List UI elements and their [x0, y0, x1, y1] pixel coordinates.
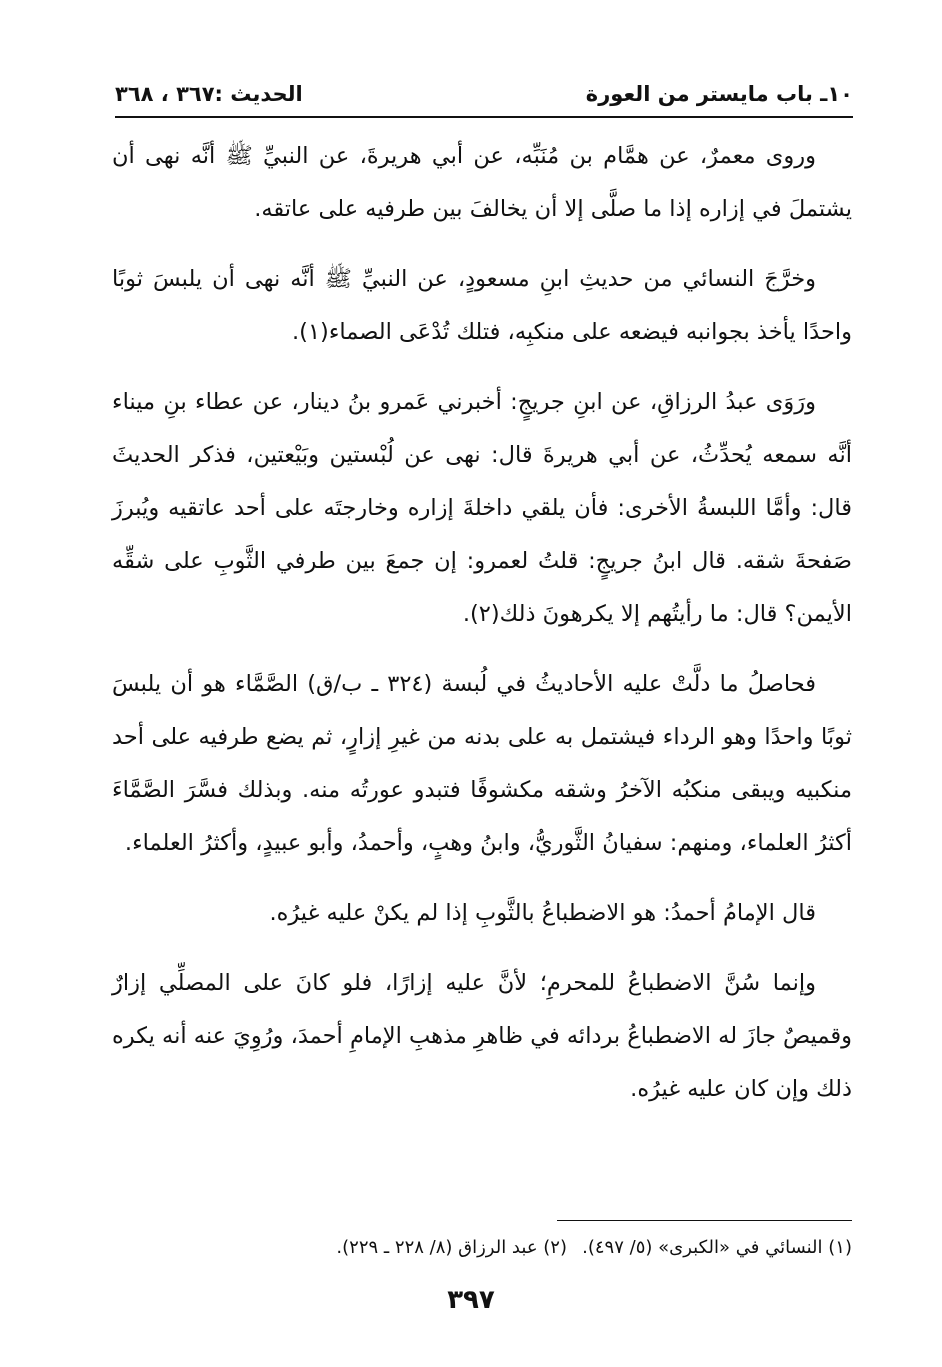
footnote-1: (١) النسائي في «الكبرى» (٥/ ٤٩٧). [582, 1236, 852, 1258]
page-number: ٣٩٧ [447, 1285, 495, 1315]
header-rule [115, 116, 853, 118]
hadith-reference: الحديث :٣٦٧ ، ٣٦٨ [115, 82, 303, 106]
main-text [112, 130, 852, 1133]
paragraph-mamar: وروى معمرٌ، عن همَّام بن مُنَبِّه، عن أبي هريرةَ، عن النبيِّ ﷺ أنَّه نهى أن يشتملَ في إزاره إذا ما صلَّى إلا أن يخالفَ بين طرفيه على عاتقه. [112, 143, 852, 222]
footnotes [160, 1232, 852, 1262]
footnote-2: (٢) عبد الرزاق (٨/ ٢٢٨ ـ ٢٢٩). [336, 1236, 567, 1258]
paragraph-imam-ahmad: قال الإمامُ أحمدُ: هو الاضطباعُ بالثَّوبِ إذا لم يكنْ عليه غيرُه. [269, 900, 816, 926]
paragraph-nasai: وخرَّجَ النسائي من حديثِ ابنِ مسعودٍ، عن النبيِّ ﷺ أنَّه نهى أن يلبسَ ثوبًا واحدًا يأخذ بجوانبه فيضعه على منكبِه، فتلك تُدْعَى الصماء(١). [112, 266, 852, 345]
footnote-rule [557, 1220, 852, 1221]
paragraph-summary: فحاصلُ ما دلَّتْ عليه الأحاديثُ في لُبسة (٣٢٤ ـ ب/ق) الصَّمَّاء هو أن يلبسَ ثوبًا واحدًا وهو الرداء فيشتمل به على بدنه من غيرِ إزارٍ، ثم يضع طرفيه على أحد منكبيه ويبقى منكبُه الآخرُ وشقه مكشوفًا فتبدو عورتُه منه. وبذلك فسَّرَ الصَّمَّاءَ أكثرُ العلماء، ومنهم: سفيانُ الثَّوريُّ، وابنُ وهبٍ، وأحمدُ، وأبو عبيدٍ، وأكثرُ العلماء. [112, 671, 852, 856]
chapter-title: ١٠ـ باب مايستر من العورة [585, 82, 853, 106]
running-header [115, 74, 853, 114]
paragraph-abdurrazzaq: ورَوَى عبدُ الرزاقِ، عن ابنِ جريجٍ: أخبرني عَمرو بنُ دينار، عن عطاء بنِ ميناء أنَّه سمعه يُحدِّثُ، عن أبي هريرةَ قال: نهى عن لُبْستين وبَيْعتين، فذكر الحديثَ قال: وأمَّا اللبسةُ الأخرى: فأن يلقي داخلةَ إزاره وخارجتَه على أحد عاتقيه ويُبرزَ صَفحةَ شقه. قال ابنُ جريجٍ: قلتُ لعمرو: إن جمعَ بين طرفي الثَّوبِ على شقِّه الأيمن؟ قال: ما رأيتُهم إلا يكرهونَ ذلك(٢). [112, 389, 852, 627]
paragraph-idtiba: وإنما سُنَّ الاضطباعُ للمحرمِ؛ لأنَّ عليه إزارًا، فلو كانَ على المصلِّي إزارٌ وقميصٌ جازَ له الاضطباعُ بردائه في ظاهرِ مذهبِ الإمامِ أحمدَ، ورُوِيَ عنه أنه يكره ذلك وإن كان عليه غيرُه. [112, 970, 852, 1102]
